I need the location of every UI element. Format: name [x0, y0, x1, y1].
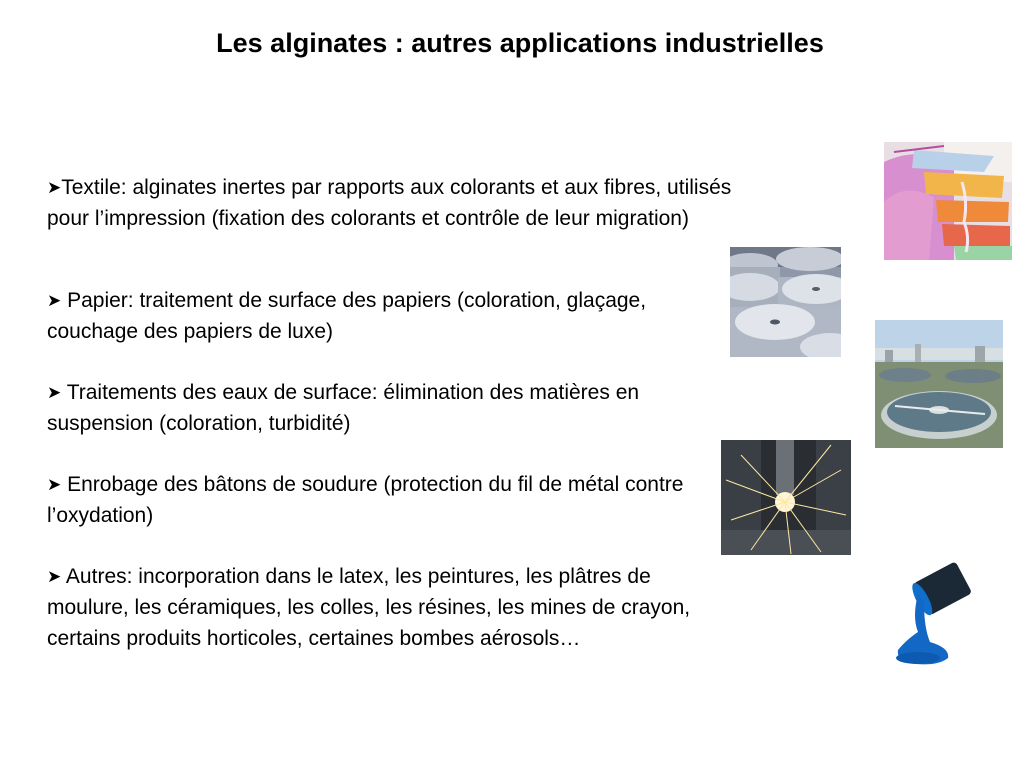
arrow-bullet-icon: ➤: [47, 475, 62, 494]
arrow-bullet-icon: ➤: [47, 291, 62, 310]
bullet-text: Textile: alginates inertes par rapports aux colorants et aux fibres, utilisés pour l’impression (fixation des colorants et contrôle de leur migration): [47, 176, 732, 230]
bullet-text: Traitements des eaux de surface: élimination des matières en suspension (coloration, turbidité): [47, 381, 640, 435]
arrow-bullet-icon: ➤: [47, 178, 62, 197]
arrow-bullet-icon: ➤: [47, 567, 62, 586]
slide-title: Les alginates : autres applications industrielles: [216, 28, 824, 58]
bullet-water: [47, 377, 747, 439]
bullet-text: Papier: traitement de surface des papiers (coloration, glaçage, couchage des papiers de luxe): [47, 289, 647, 343]
water-treatment-image: [875, 320, 1003, 448]
welding-image: [721, 440, 851, 555]
paint-bucket-image: [888, 562, 972, 668]
bullet-others: [47, 561, 727, 654]
bullet-welding: [47, 469, 717, 531]
paper-rolls-image: [730, 247, 841, 357]
bullet-paper: [47, 285, 707, 347]
arrow-bullet-icon: ➤: [47, 383, 62, 402]
bullet-textile: [47, 172, 737, 234]
bullet-text: Autres: incorporation dans le latex, les peintures, les plâtres de moulure, les céramiques, les colles, les résines, les mines de crayon, certains produits horticoles, certaines bombes aérosols…: [47, 565, 691, 650]
textile-image: [884, 142, 1012, 260]
bullet-text: Enrobage des bâtons de soudure (protection du fil de métal contre l’oxydation): [47, 473, 684, 527]
